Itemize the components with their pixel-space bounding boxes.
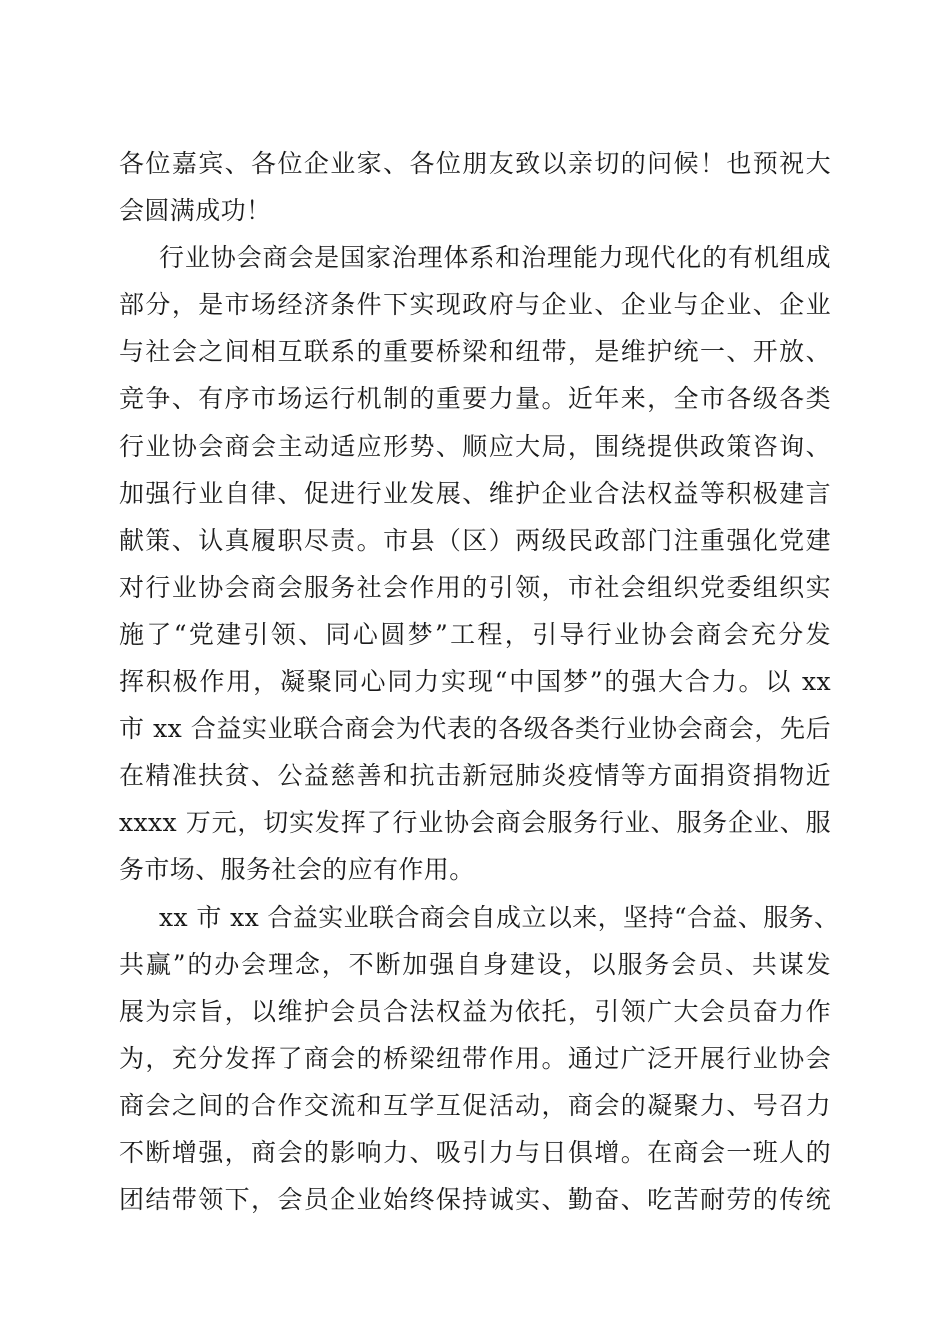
paragraph-2-line-3: 与社会之间相互联系的重要桥梁和纽带，是维护统一、开放、 [119,337,831,367]
paragraph-2-line-9: 施了“党建引领、同心圆梦”工程，引导行业协会商会充分发 [119,619,831,649]
paragraph-2-line-14: 务市场、服务社会的应有作用。 [119,855,475,885]
paragraph-2-line-7: 献策、认真履职尽责。市县（区）两级民政部门注重强化党建 [119,525,831,555]
body-text [119,140,840,1223]
paragraph-2-line-5: 行业协会商会主动适应形势、顺应大局，围绕提供政策咨询、 [119,431,831,461]
paragraph-3-line-6: 不断增强，商会的影响力、吸引力与日俱增。在商会一班人的 [119,1137,831,1167]
paragraph-2-line-1: 行业协会商会是国家治理体系和治理能力现代化的有机组成 [159,243,831,273]
paragraph-3-line-4: 为，充分发挥了商会的桥梁纽带作用。通过广泛开展行业协会 [119,1043,831,1073]
paragraph-2-line-10: 挥积极作用，凝聚同心同力实现“中国梦”的强大合力。以 xx [119,667,831,697]
paragraph-2-line-12: 在精准扶贫、公益慈善和抗击新冠肺炎疫情等方面捐资捐物近 [119,761,831,791]
paragraph-3-line-7: 团结带领下，会员企业始终保持诚实、勤奋、吃苦耐劳的传统 [119,1185,831,1215]
paragraph-2-line-6: 加强行业自律、促进行业发展、维护企业合法权益等积极建言 [119,478,831,508]
paragraph-2-line-8: 对行业协会商会服务社会作用的引领，市社会组织党委组织实 [119,572,831,602]
paragraph-3-line-2: 共赢”的办会理念，不断加强自身建设，以服务会员、共谋发 [119,949,831,979]
paragraph-2-line-13: xxxx 万元，切实发挥了行业协会商会服务行业、服务企业、服 [119,808,831,838]
paragraph-3-line-5: 商会之间的合作交流和互学互促活动，商会的凝聚力、号召力 [119,1090,831,1120]
paragraph-1-line-2: 会圆满成功！ [119,196,272,226]
paragraph-2-line-11: 市 xx 合益实业联合商会为代表的各级各类行业协会商会，先后 [119,714,831,744]
paragraph-1-line-1: 各位嘉宾、各位企业家、各位朋友致以亲切的问候！也预祝大 [119,149,831,178]
paragraph-2-line-2: 部分，是市场经济条件下实现政府与企业、企业与企业、企业 [119,290,831,320]
paragraph-2-line-4: 竞争、有序市场运行机制的重要力量。近年来，全市各级各类 [119,384,831,414]
paragraph-3-line-1: xx 市 xx 合益实业联合商会自成立以来，坚持“合益、服务、 [159,902,840,932]
paragraph-3-line-3: 展为宗旨，以维护会员合法权益为依托，引领广大会员奋力作 [119,996,831,1026]
